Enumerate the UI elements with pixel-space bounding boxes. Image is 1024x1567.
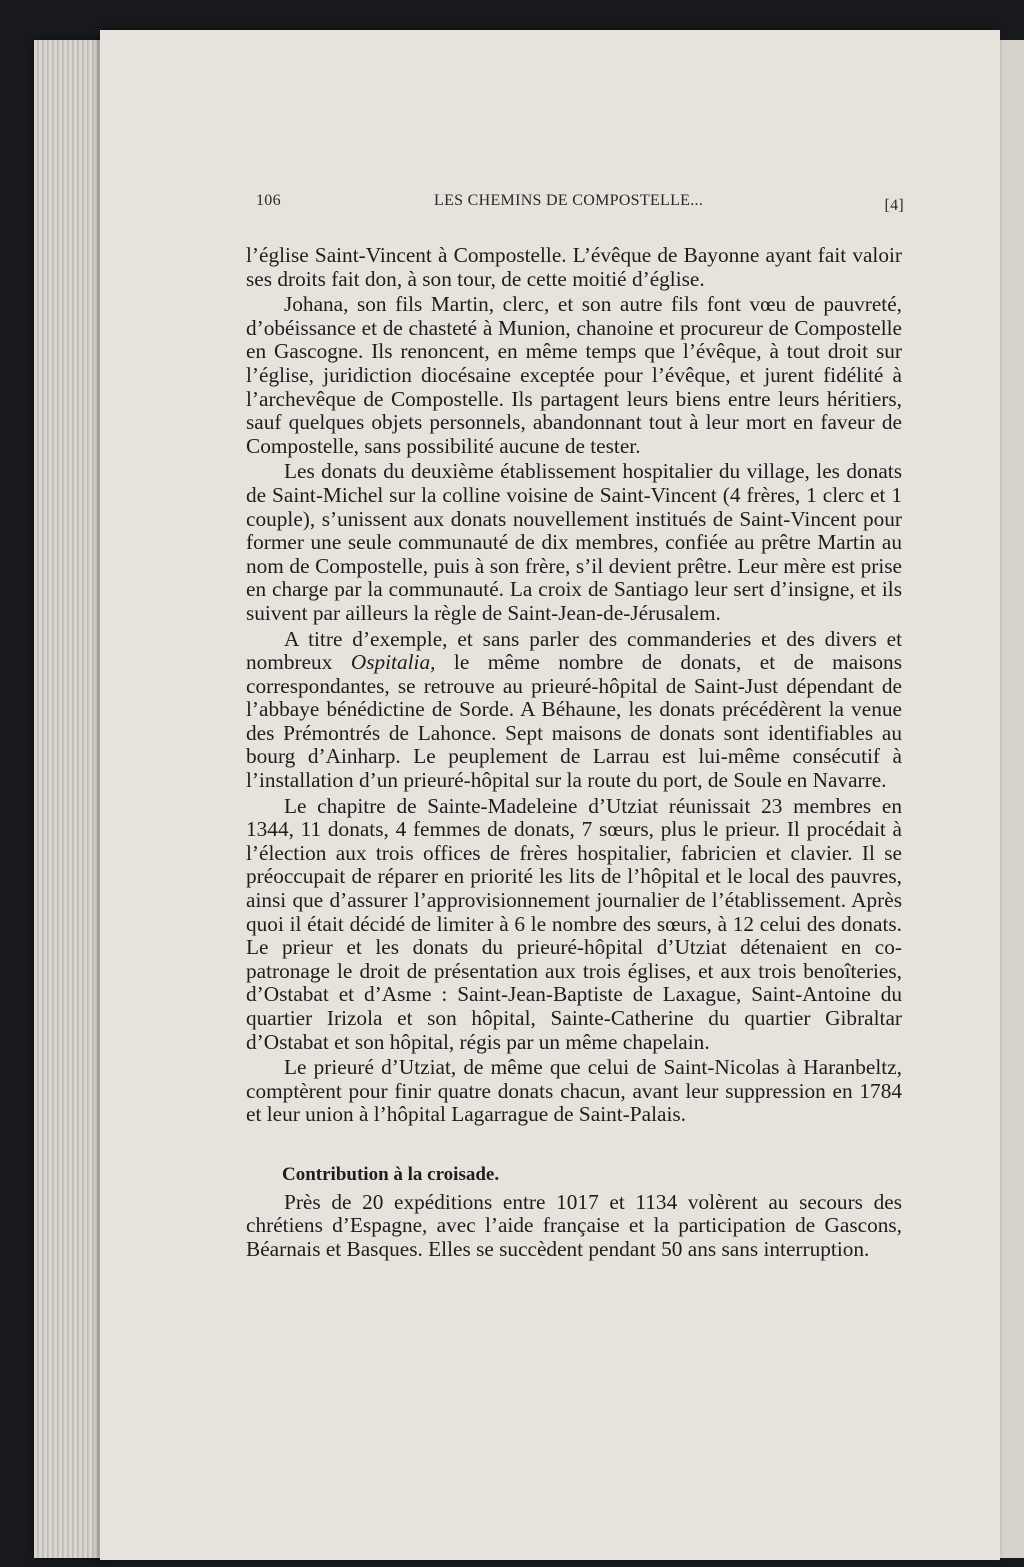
paragraph: Le chapitre de Sainte-Madeleine d’Utziat réunissait 23 membres en 1344, 11 donats, 4 femmes de donats, 7 sœurs, plus le prieur. Il procédait à l’élection aux trois offices de frères hospitalier, fabricien et clavier. Il se préoccupait de réparer en priorité les lits de l’hôpital et le local des pauvres, ainsi que d’assurer l’approvisionnement journalier de l’établissement. Après quoi il était décidé de limiter à 6 le nombre des sœurs, à 12 celui des donats. Le prieur et les donats du prieuré-hôpital d’Utziat détenaient en co-patronage le droit de présentation aux trois églises, et aux trois benoîteries, d’Ostabat et d’Asme : Saint-Jean-Baptiste de Laxague, Saint-Antoine du quartier Irizola et son hôpital, Sainte-Catherine du quartier Gibraltar d’Ostabat et son hôpital, régis par un même chapelain. <box>246 793 902 1054</box>
running-header <box>256 192 904 216</box>
paragraph <box>246 628 902 793</box>
paragraph: Près de 20 expéditions entre 1017 et 1134 volèrent au secours des chrétiens d’Espagne, avec l’aide française et la participation de Gascons, Béarnais et Basques. Elles se succèdent pendant 50 ans sans interruption. <box>246 1189 902 1261</box>
paragraph-text: A titre d’exemple, et sans parler des commanderies et des divers et nombreux <box>246 626 902 675</box>
paragraph: Le prieuré d’Utziat, de même que celui de Saint-Nicolas à Haranbeltz, comptèrent pour finir quatre donats chacun, avant leur suppression en 1784 et leur union à l’hôpital Lagarrague de Saint-Palais. <box>246 1055 902 1127</box>
body-text <box>246 244 902 1261</box>
section-mark: [4] <box>884 197 904 214</box>
page-number: 106 <box>256 192 281 209</box>
paragraph: Les donats du deuxième établissement hospitalier du village, les donats de Saint-Michel sur la colline voisine de Saint-Vincent (4 frères, 1 clerc et 1 couple), s’unissent aux donats nouvellement institués de Saint-Vincent pour former une seule communauté de dix membres, confiée au prêtre Martin au nom de Compostelle, puis à son frère, s’il devient prêtre. Leur mère est prise en charge par la communauté. La croix de Santiago leur sert d’insigne, et ils suivent par ailleurs la règle de Saint-Jean-de-Jérusalem. <box>246 459 902 625</box>
paragraph-text: le même nombre de donats, et de maisons correspondantes, se retrouve au prieuré-hôpital de Saint-Just dépendant de l’abbaye bénédictine de Sorde. A Béhaune, les donats précédèrent la venue des Prémontrés de Lahonce. Sept maisons de donats sont identifiables au bourg d’Ainharp. Le peuplement de Larrau est lui-même consécutif à l’installation d’un prieuré-hôpital sur la route du port, de Soule en Navarre. <box>246 650 902 793</box>
paragraph: l’église Saint-Vincent à Compostelle. L’évêque de Bayonne ayant fait valoir ses droits fait don, à son tour, de cette moitié d’église. <box>246 243 902 291</box>
running-title: LES CHEMINS DE COMPOSTELLE... <box>434 192 704 209</box>
facing-page-edge <box>996 40 1024 1558</box>
italic-term: Ospitalia, <box>350 650 436 675</box>
paragraph: Johana, son fils Martin, clerc, et son autre fils font vœu de pauvreté, d’obéissance et de chasteté à Munion, chanoine et procureur de Compostelle en Gascogne. Ils renoncent, en même temps que l’évêque, à tout droit sur l’église, juridiction diocésaine exceptée pour l’évêque, et jurent fidélité à l’archevêque de Compostelle. Ils partagent leurs biens entre leurs héritiers, sauf quelques objets personnels, abandonnant tout à leur mort en faveur de Compostelle, sans possibilité aucune de tester. <box>246 292 902 458</box>
section-heading: Contribution à la croisade. <box>282 1163 500 1185</box>
